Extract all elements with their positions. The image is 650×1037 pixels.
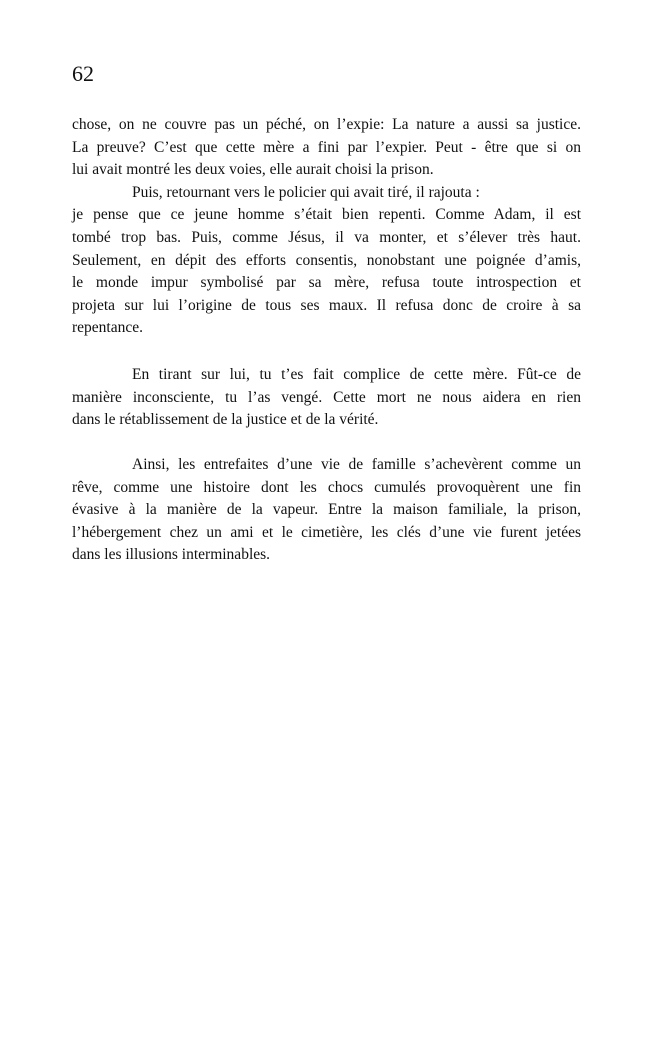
text-line: La preuve? C’est que cette mère a fini par l’expier. Peut - être que si on <box>72 138 581 156</box>
text-line: le monde impur symbolisé par sa mère, refusa toute introspection et <box>72 274 581 292</box>
paragraph <box>72 114 581 182</box>
text-line: dans les illusions interminables. <box>72 546 271 564</box>
page-number: 62 <box>72 61 94 86</box>
text-line: chose, on ne couvre pas un péché, on l’expie: La nature a aussi sa justice. <box>72 116 581 133</box>
text-line: repentance. <box>72 319 143 337</box>
text-line: tombé trop bas. Puis, comme Jésus, il va monter, et s’élever très haut. <box>72 228 581 246</box>
text-line: Seulement, en dépit des efforts consentis, nonobstant une poignée d’amis, <box>72 251 581 269</box>
text-line: lui avait montré les deux voies, elle aurait choisi la prison. <box>72 161 434 179</box>
text-line: Puis, retournant vers le policier qui avait tiré, il rajouta : <box>132 183 480 201</box>
text-line: manière inconsciente, tu l’as vengé. Cette mort ne nous aidera en rien <box>72 388 581 406</box>
text-line: dans le rétablissement de la justice et de la vérité. <box>72 411 379 429</box>
paragraph <box>72 454 581 567</box>
text-line: rêve, comme une histoire dont les chocs cumulés provoquèrent une fin <box>72 478 581 496</box>
text-block-1 <box>72 114 581 340</box>
text-line: En tirant sur lui, tu t’es fait complice de cette mère. Fût-ce de <box>132 366 581 383</box>
text-line: projeta sur lui l’origine de tous ses maux. Il refusa donc de croire à sa <box>72 296 581 314</box>
text-line: Ainsi, les entrefaites d’une vie de famille s’achevèrent comme un <box>132 456 581 473</box>
text-block-3 <box>72 454 581 567</box>
text-line: évasive à la manière de la vapeur. Entre la maison familiale, la prison, <box>72 501 581 519</box>
text-block-2 <box>72 364 581 432</box>
text-line: je pense que ce jeune homme s’était bien repenti. Comme Adam, il est <box>72 206 581 224</box>
text-line: l’hébergement chez un ami et le cimetière, les clés d’une vie furent jetées <box>72 523 581 541</box>
paragraph <box>72 364 581 432</box>
paragraph <box>72 182 581 205</box>
paragraph <box>72 204 581 340</box>
